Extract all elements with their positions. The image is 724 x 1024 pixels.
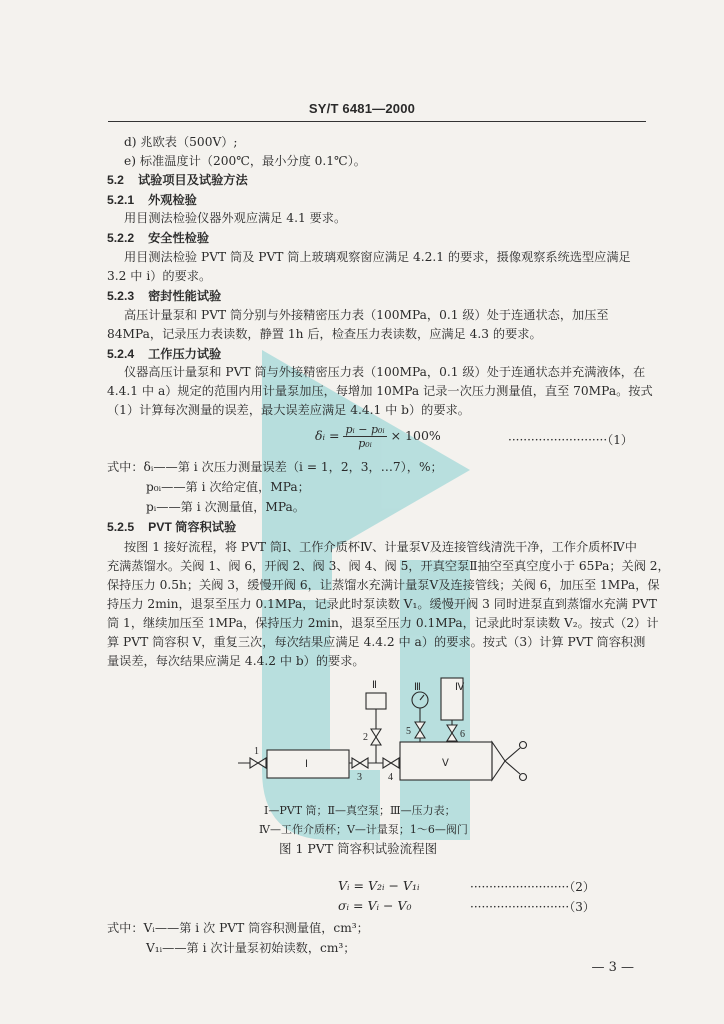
leader-dots: ·························· xyxy=(470,900,570,914)
item-e: e) 标准温度计（200℃，最小分度 0.1℃）。 xyxy=(124,154,366,168)
valve-label-1: 1 xyxy=(254,746,259,757)
leader-dots: ·························· xyxy=(470,880,570,894)
section-title: 密封性能试验 xyxy=(148,289,222,303)
handle-knob-lower xyxy=(520,774,527,781)
paragraph: 筒 1，继续加压至 1MPa，保持压力 2min，退泵至压力 0.1MPa，记录此时泵读数 V₂。按式（2）计 xyxy=(107,616,659,630)
valve-4 xyxy=(383,758,391,768)
paragraph: （1）计算每次测量的误差，最大误差应满足 4.4.1 中 b）的要求。 xyxy=(107,403,470,417)
paragraph: 保持压力 0.5h；关阀 3，缓慢开阀 6，让蒸馏水充满计量泵Ⅴ及连接管线；关阀 6，加压至 1MPa，保 xyxy=(107,578,660,592)
page-number: — 3 — xyxy=(591,960,634,975)
valve-label-6: 6 xyxy=(460,729,465,740)
paragraph: 高压计量泵和 PVT 筒分别与外接精密压力表（100MPa，0.1 级）处于连通状态，加压至 xyxy=(124,308,609,322)
where-line: pᵢ——第 i 次测量值，MPa。 xyxy=(146,500,305,514)
valve-label-4: 4 xyxy=(388,772,393,783)
valve-3 xyxy=(352,758,360,768)
equation-number-2 xyxy=(470,878,595,895)
section-title: 外观检验 xyxy=(148,193,197,207)
paragraph: 3.2 中 i）的要求。 xyxy=(107,269,212,283)
valve-2 xyxy=(371,729,381,737)
pump-tip xyxy=(492,742,505,780)
valve-6 xyxy=(447,725,457,733)
eq-no: （3） xyxy=(569,900,595,914)
paragraph: 4.4.1 中 a）规定的范围内用计量泵加压，每增加 10MPa 记录一次压力测量值，直至 70MPa。按式 xyxy=(107,384,653,398)
section-title: 试验项目及试验方法 xyxy=(137,173,248,187)
section-title: 工作压力试验 xyxy=(148,347,222,361)
paragraph: 算 PVT 筒容积 V，重复三次，每次结果应满足 4.4.2 中 a）的要求。按式（3）计算 PVT 筒容积测 xyxy=(107,635,646,649)
vacuum-pump xyxy=(366,693,386,709)
where-line: 式中：δᵢ——第 i 次压力测量误差（i = 1，2，3，…7），%； xyxy=(107,460,443,474)
leader-dots: ·························· xyxy=(508,433,608,447)
valve-label-3: 3 xyxy=(357,772,362,783)
section-number: 5.2 xyxy=(107,173,124,187)
paragraph: 用目测法检验 PVT 筒及 PVT 筒上玻璃观察窗应满足 4.2.1 的要求，摄像观察系统选型应满足 xyxy=(124,250,631,264)
paragraph: 按图 1 接好流程，将 PVT 筒Ⅰ、工作介质杯Ⅳ、计量泵Ⅴ及连接管线清洗干净，工作介质杯Ⅳ中 xyxy=(124,540,637,554)
where-line: p₀ᵢ——第 i 次给定值，MPa； xyxy=(146,480,310,494)
paragraph: 用目测法检验仪器外观应满足 4.1 要求。 xyxy=(124,211,347,225)
paragraph: 84MPa，记录压力表读数，静置 1h 后，检查压力表读数，应满足 4.3 的要求。 xyxy=(107,327,542,341)
label-V: Ⅴ xyxy=(442,758,449,769)
valve-1 xyxy=(250,758,258,768)
eq-no: （2） xyxy=(569,880,595,894)
equation-number-3 xyxy=(470,898,595,915)
section-number: 5.2.5 xyxy=(107,520,135,534)
item-d: d) 兆欧表（500V）; xyxy=(124,135,238,149)
equation-2: Vᵢ = V₂ᵢ − V₁ᵢ xyxy=(338,878,420,893)
equation-3: σᵢ = Vᵢ − V₀ xyxy=(338,898,412,913)
where-line: V₁ᵢ——第 i 次计量泵初始读数，cm³； xyxy=(146,941,356,955)
handle-knob-upper xyxy=(520,742,527,749)
valve-label-5: 5 xyxy=(406,726,411,737)
paragraph: 仪器高压计量泵和 PVT 筒与外接精密压力表（100MPa，0.1 级）处于连通状态并充满液体，在 xyxy=(124,365,646,379)
eq-lhs: δᵢ = xyxy=(315,428,340,443)
label-I: Ⅰ xyxy=(305,759,308,770)
label-IV: Ⅳ xyxy=(455,682,465,693)
valve-5 xyxy=(415,722,425,730)
section-number: 5.2.3 xyxy=(107,289,135,303)
eq-numerator: pᵢ − p₀ᵢ xyxy=(345,423,385,436)
section-number: 5.2.4 xyxy=(107,347,135,361)
eq-no: （1） xyxy=(607,433,633,447)
where-line: 式中：Vᵢ——第 i 次 PVT 筒容积测量值，cm³； xyxy=(107,921,369,935)
section-title: 安全性检验 xyxy=(148,231,210,245)
figure-legend: Ⅰ—PVT 筒；Ⅱ—真空泵；Ⅲ—压力表； xyxy=(264,804,456,817)
handle-lower xyxy=(505,761,520,774)
label-II: Ⅱ xyxy=(372,680,377,691)
page-header: SY/T 6481—2000 xyxy=(308,101,416,116)
eq-tail: × 100% xyxy=(390,428,441,443)
label-III: Ⅲ xyxy=(414,682,421,693)
valve-label-2: 2 xyxy=(363,732,368,743)
pvt-cylinder xyxy=(267,750,349,778)
figure-legend: Ⅳ—工作介质杯；Ⅴ—计量泵；1～6—阀门 xyxy=(259,823,468,836)
paragraph: 充满蒸馏水。关阀 1、阀 6，开阀 2、阀 3、阀 4、阀 5，开真空泵Ⅱ抽空至真空度小于 65Pa；关阀 2， xyxy=(107,559,670,573)
eq-denominator: p₀ᵢ xyxy=(358,437,372,450)
paragraph: 量误差，每次结果应满足 4.4.2 中 b）的要求。 xyxy=(107,654,365,668)
figure-caption: 图 1 PVT 筒容积试验流程图 xyxy=(279,841,438,856)
handle-upper xyxy=(505,748,520,761)
section-number: 5.2.2 xyxy=(107,231,135,245)
paragraph: 持压力 2min，退泵至压力 0.1MPa，记录此时泵读数 V₁。缓慢开阀 3 同时进泵直到蒸馏水充满 PVT xyxy=(107,597,657,611)
section-number: 5.2.1 xyxy=(107,193,135,207)
section-title: PVT 筒容积试验 xyxy=(148,520,237,534)
